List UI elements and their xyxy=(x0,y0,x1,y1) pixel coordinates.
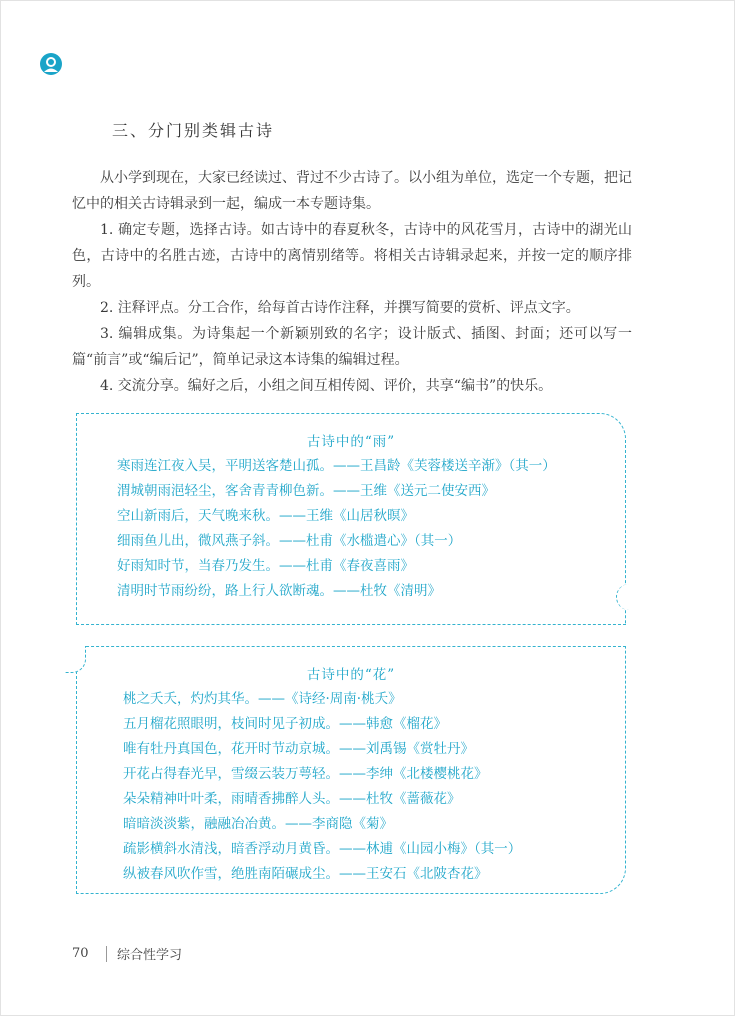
footer-divider xyxy=(106,946,107,962)
section-title: 三、分门别类辑古诗 xyxy=(112,121,275,140)
flower-box-title: 古诗中的“花” xyxy=(306,667,396,683)
poem-line: 空山新雨后，天气晚来秋。——王维《山居秋暝》 xyxy=(117,508,414,524)
step-2-paragraph: 2. 注释评点。分工合作，给每首古诗作注释，并撰写简要的赏析、评点文字。 xyxy=(100,300,580,316)
step-1-paragraph: 1. 确定专题，选择古诗。如古诗中的春夏秋冬，古诗中的风花雪月，古诗中的湖光山色，古诗中的名胜古迹，古诗中的离情别绪等。将相关古诗辑录起来，并按一定的顺序排列。 xyxy=(72,222,632,290)
step-3-paragraph: 3. 编辑成集。为诗集起一个新颖别致的名字；设计版式、插图、封面；还可以写一篇“前言”或“编后记”，简单记录这本诗集的编辑过程。 xyxy=(72,326,632,368)
intro-paragraph: 从小学到现在，大家已经读过、背过不少古诗了。以小组为单位，选定一个专题，把记忆中的相关古诗辑录到一起，编成一本专题诗集。 xyxy=(72,170,632,212)
page-number: 70 xyxy=(72,946,89,961)
poem-line: 好雨知时节，当春乃发生。——杜甫《春夜喜雨》 xyxy=(117,558,414,574)
poem-line: 疏影横斜水清浅，暗香浮动月黄昏。——林逋《山园小梅》（其一） xyxy=(123,841,522,857)
rain-box-title: 古诗中的“雨” xyxy=(306,434,396,450)
instructions xyxy=(72,165,632,399)
poem-line: 渭城朝雨浥轻尘，客舍青青柳色新。——王维《送元二使安西》 xyxy=(117,483,495,499)
poem-line: 五月榴花照眼明，枝间时见子初成。——韩愈《榴花》 xyxy=(123,716,447,732)
poem-line: 清明时节雨纷纷，路上行人欲断魂。——杜牧《清明》 xyxy=(117,583,441,599)
flower-poems-box xyxy=(76,646,626,894)
poem-line: 暗暗淡淡紫，融融冶冶黄。——李商隐《菊》 xyxy=(123,816,393,832)
poem-line: 唯有牡丹真国色，花开时节动京城。——刘禹锡《赏牡丹》 xyxy=(123,741,474,757)
step-4-paragraph: 4. 交流分享。编好之后，小组之间互相传阅、评价，共享“编书”的快乐。 xyxy=(100,378,553,394)
poem-line: 开花占得春光早，雪缀云装万萼轻。——李绅《北楼樱桃花》 xyxy=(123,766,488,782)
poem-line: 纵被春风吹作雪，绝胜南陌碾成尘。——王安石《北陂杏花》 xyxy=(123,866,488,882)
poem-line: 寒雨连江夜入吴，平明送客楚山孤。——王昌龄《芙蓉楼送辛渐》（其一） xyxy=(117,458,556,474)
poem-line: 朵朵精神叶叶柔，雨晴香拂醉人头。——杜牧《蔷薇花》 xyxy=(123,791,461,807)
person-badge-icon xyxy=(39,52,63,76)
page-footer xyxy=(72,944,182,963)
rain-poems-box xyxy=(76,413,626,625)
footer-section-name: 综合性学习 xyxy=(117,948,183,963)
poem-line: 细雨鱼儿出，微风燕子斜。——杜甫《水槛遣心》（其一） xyxy=(117,533,462,549)
poem-line: 桃之夭夭，灼灼其华。——《诗经·周南·桃夭》 xyxy=(123,691,402,707)
box-notch xyxy=(616,584,637,610)
